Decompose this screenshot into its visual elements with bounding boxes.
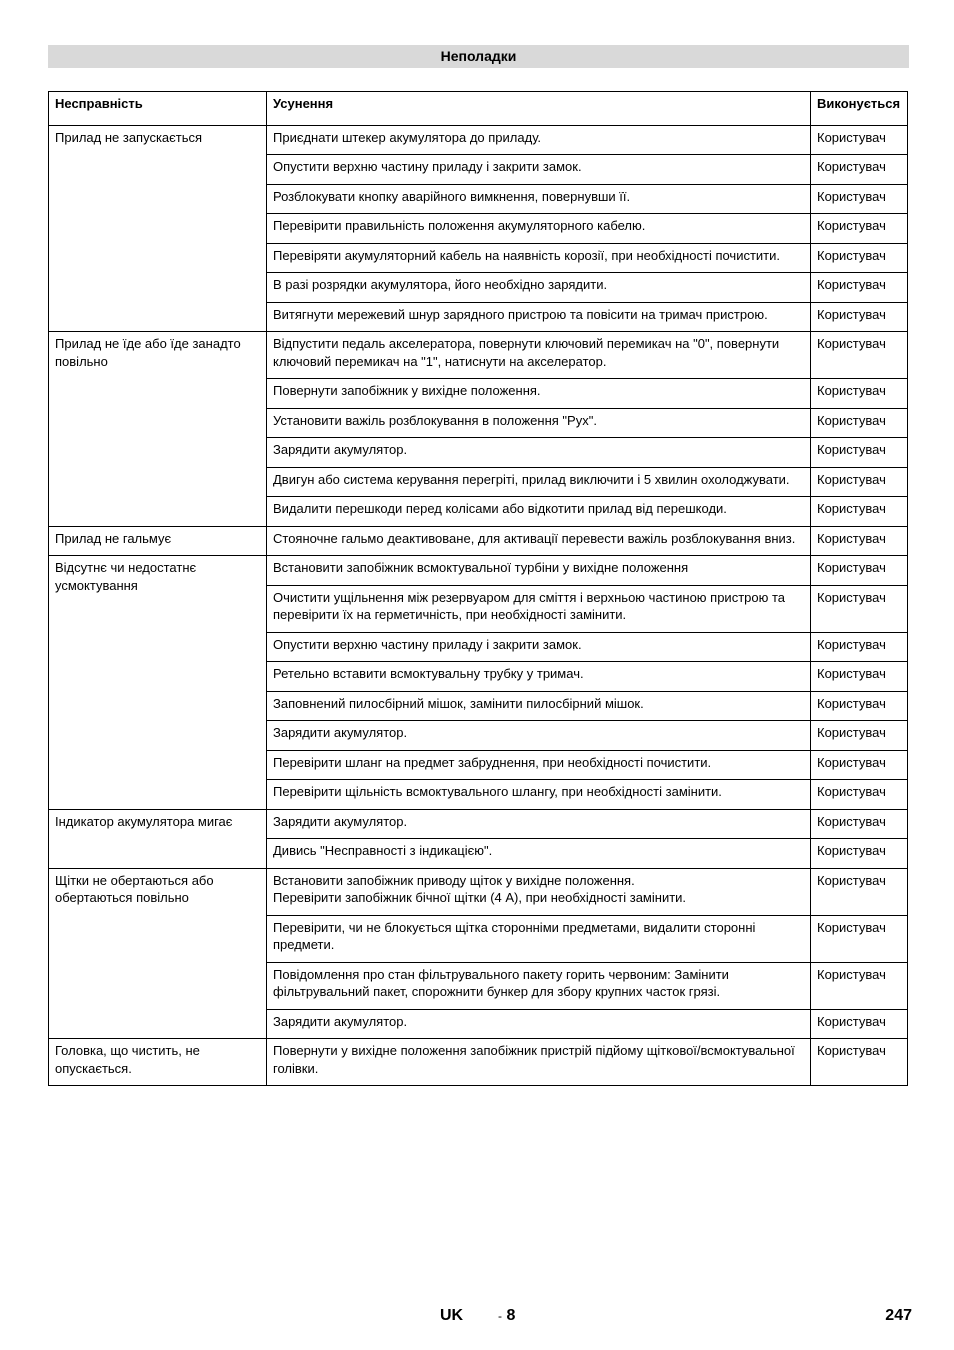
fault-cell: Головка, що чистить, не опускається. (49, 1039, 267, 1086)
table-row (49, 809, 908, 839)
table-row (49, 332, 908, 379)
performed-by-cell: Користувач (811, 915, 908, 962)
performed-by-cell: Користувач (811, 497, 908, 527)
section-title: Неполадки (48, 45, 909, 68)
performed-by-cell: Користувач (811, 214, 908, 244)
performed-by-cell: Користувач (811, 780, 908, 810)
header-by: Виконується (811, 92, 908, 126)
remedy-cell: Приєднати штекер акумулятора до приладу. (267, 125, 811, 155)
remedy-cell: В разі розрядки акумулятора, його необхідно зарядити. (267, 273, 811, 303)
performed-by-cell: Користувач (811, 750, 908, 780)
performed-by-cell: Користувач (811, 155, 908, 185)
fault-cell: Прилад не їде або їде занадто повільно (49, 332, 267, 527)
footer-section-page (498, 1307, 515, 1325)
performed-by-cell: Користувач (811, 408, 908, 438)
performed-by-cell: Користувач (811, 632, 908, 662)
remedy-cell: Перевіряти акумуляторний кабель на наявність корозії, при необхідності почистити. (267, 243, 811, 273)
performed-by-cell: Користувач (811, 691, 908, 721)
remedy-cell: Повернути запобіжник у вихідне положення. (267, 379, 811, 409)
performed-by-cell: Користувач (811, 379, 908, 409)
remedy-cell: Відпустити педаль акселератора, повернути ключовий перемикач на "0", повернути ключовий перемикач на "1", натиснути на акселератор. (267, 332, 811, 379)
performed-by-cell: Користувач (811, 962, 908, 1009)
remedy-cell: Перевірити шланг на предмет забруднення, при необхідності почистити. (267, 750, 811, 780)
table-header-row (49, 92, 908, 126)
footer-page-number: 247 (885, 1307, 912, 1324)
performed-by-cell: Користувач (811, 809, 908, 839)
fault-cell: Щітки не обертаються або обертаються повільно (49, 868, 267, 1039)
performed-by-cell: Користувач (811, 721, 908, 751)
remedy-cell: Установити важіль розблокування в положення "Рух". (267, 408, 811, 438)
performed-by-cell: Користувач (811, 839, 908, 869)
remedy-cell: Опустити верхню частину приладу і закрити замок. (267, 155, 811, 185)
remedy-cell: Видалити перешкоди перед колісами або відкотити прилад від перешкоди. (267, 497, 811, 527)
performed-by-cell: Користувач (811, 184, 908, 214)
performed-by-cell: Користувач (811, 1039, 908, 1086)
table-row (49, 125, 908, 155)
fault-cell: Відсутнє чи недостатнє усмоктування (49, 556, 267, 810)
header-remedy: Усунення (267, 92, 811, 126)
remedy-cell: Опустити верхню частину приладу і закрити замок. (267, 632, 811, 662)
performed-by-cell: Користувач (811, 1009, 908, 1039)
fault-cell: Прилад не запускається (49, 125, 267, 332)
performed-by-cell: Користувач (811, 273, 908, 303)
remedy-cell: Повернути у вихідне положення запобіжник пристрій підйому щіткової/всмоктувальної голівки. (267, 1039, 811, 1086)
fault-cell: Індикатор акумулятора мигає (49, 809, 267, 868)
performed-by-cell: Користувач (811, 868, 908, 915)
remedy-cell: Заповнений пилосбірний мішок, замінити пилосбірний мішок. (267, 691, 811, 721)
remedy-cell: Зарядити акумулятор. (267, 721, 811, 751)
remedy-cell: Зарядити акумулятор. (267, 1009, 811, 1039)
fault-cell: Прилад не гальмує (49, 526, 267, 556)
troubleshooting-table (48, 91, 908, 1086)
remedy-cell: Встановити запобіжник приводу щіток у вихідне положення. Перевірити запобіжник бічної щітки (4 А), при необхідності замінити. (267, 868, 811, 915)
performed-by-cell: Користувач (811, 526, 908, 556)
remedy-cell: Зарядити акумулятор. (267, 809, 811, 839)
remedy-cell: Встановити запобіжник всмоктувальної турбіни у вихідне положення (267, 556, 811, 586)
performed-by-cell: Користувач (811, 302, 908, 332)
footer-page-in-section: 8 (506, 1307, 516, 1324)
performed-by-cell: Користувач (811, 438, 908, 468)
remedy-cell: Перевірити щільність всмоктувального шлангу, при необхідності замінити. (267, 780, 811, 810)
table-row (49, 526, 908, 556)
remedy-cell: Очистити ущільнення між резервуаром для сміття і верхньою частиною пристрою та перевірити їх на герметичність, при необхідності замінити. (267, 585, 811, 632)
table-row (49, 868, 908, 915)
footer-language: UK (440, 1307, 464, 1324)
remedy-cell: Ретельно вставити всмоктувальну трубку у тримач. (267, 662, 811, 692)
remedy-cell: Перевірити правильність положення акумуляторного кабелю. (267, 214, 811, 244)
table-row (49, 1039, 908, 1086)
performed-by-cell: Користувач (811, 243, 908, 273)
remedy-cell: Зарядити акумулятор. (267, 438, 811, 468)
remedy-cell: Двигун або система керування перегріті, прилад виключити і 5 хвилин охолоджувати. (267, 467, 811, 497)
remedy-cell: Розблокувати кнопку аварійного вимкнення, повернувши її. (267, 184, 811, 214)
remedy-cell: Витягнути мережевий шнур зарядного пристрою та повісити на тримач пристрою. (267, 302, 811, 332)
performed-by-cell: Користувач (811, 332, 908, 379)
performed-by-cell: Користувач (811, 467, 908, 497)
remedy-cell: Дивись "Несправності з індикацією". (267, 839, 811, 869)
remedy-cell: Повідомлення про стан фільтрувального пакету горить червоним: Замінити фільтрувальний пакет, спорожнити бункер для збору крупних часток грязі. (267, 962, 811, 1009)
performed-by-cell: Користувач (811, 125, 908, 155)
footer-dash: - (498, 1309, 502, 1323)
header-fault: Несправність (49, 92, 267, 126)
remedy-cell: Стояночне гальмо деактивоване, для активації перевести важіль розблокування вниз. (267, 526, 811, 556)
table-row (49, 556, 908, 586)
performed-by-cell: Користувач (811, 585, 908, 632)
performed-by-cell: Користувач (811, 556, 908, 586)
remedy-cell: Перевірити, чи не блокується щітка сторонніми предметами, видалити сторонні предмети. (267, 915, 811, 962)
performed-by-cell: Користувач (811, 662, 908, 692)
